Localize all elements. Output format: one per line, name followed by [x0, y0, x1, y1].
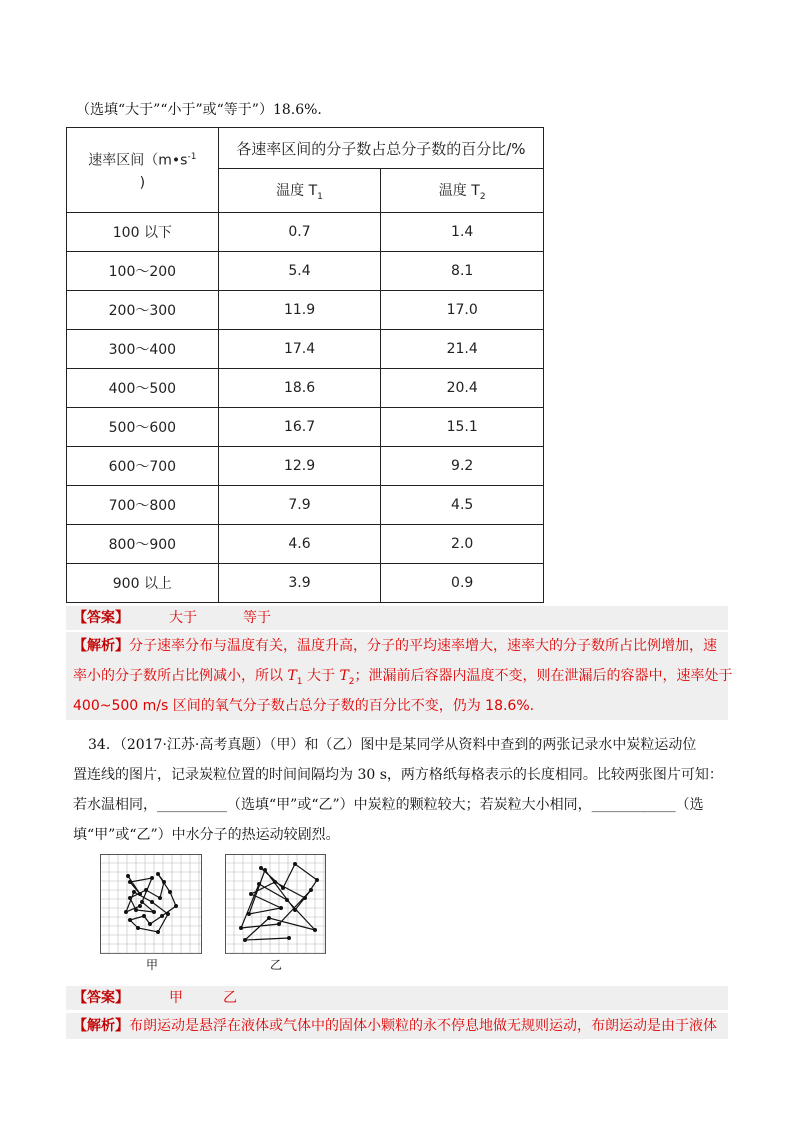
- speed-range-cell: 600～700: [67, 447, 219, 486]
- table-row: [67, 408, 544, 447]
- header-temperature-t2: 温度 $T_2$: [381, 169, 544, 213]
- answer-1-value-1: 大于: [169, 610, 197, 626]
- t1-percentage-cell: 11.9: [218, 291, 381, 330]
- speed-range-cell: 400～500: [67, 369, 219, 408]
- figure-yi-label: 乙: [269, 958, 282, 972]
- analysis-2-line-1: 【解析】布朗运动是悬浮在液体或气体中的固体小颗粒的永不停息地做无规则运动，布朗运动是由于液体: [73, 1018, 717, 1034]
- figure-yi-grid: [225, 854, 326, 954]
- speed-distribution-table: [66, 127, 544, 603]
- answer-2-value-2: 乙: [223, 990, 237, 1006]
- t1-percentage-cell: 16.7: [218, 408, 381, 447]
- question-34-line-4: 填“甲”或“乙”）中水分子的热运动较剧烈。: [73, 827, 340, 843]
- analysis-1-line-2: 率小的分子数所占比例减小，所以 $T_1$ 大于 $T_2$；泄漏前后容器内温度不变，则在泄漏后的容器中，速率处于: [73, 668, 733, 687]
- question-34-line-3: 若水温相同，__________（选填“甲”或“乙”）中炭粒的颗粒较大；若炭粒大小相同，____________（选: [73, 797, 704, 813]
- table-row: [67, 252, 544, 291]
- t1-percentage-cell: 4.6: [218, 525, 381, 564]
- t2-percentage-cell: 1.4: [381, 213, 544, 252]
- t1-percentage-cell: 3.9: [218, 564, 381, 603]
- speed-range-cell: 900 以上: [67, 564, 219, 603]
- answer-1: 【答案】 大于 等于: [73, 610, 271, 626]
- t2-percentage-cell: 21.4: [381, 330, 544, 369]
- speed-range-cell: 800～900: [67, 525, 219, 564]
- speed-range-cell: 100～200: [67, 252, 219, 291]
- t2-percentage-cell: 9.2: [381, 447, 544, 486]
- t1-percentage-cell: 12.9: [218, 447, 381, 486]
- t2-percentage-cell: 4.5: [381, 486, 544, 525]
- header-percentage: 各速率区间的分子数占总分子数的百分比/%: [218, 128, 543, 169]
- t2-percentage-cell: 20.4: [381, 369, 544, 408]
- header-temperature-t1: 温度 $T_1$: [218, 169, 381, 213]
- table-row: [67, 525, 544, 564]
- t1-percentage-cell: 0.7: [218, 213, 381, 252]
- table-row: [67, 486, 544, 525]
- t2-percentage-cell: 15.1: [381, 408, 544, 447]
- figure-jia-grid: [100, 854, 202, 954]
- table-row: [67, 291, 544, 330]
- answer-1-value-2: 等于: [243, 610, 271, 626]
- t2-percentage-cell: 0.9: [381, 564, 544, 603]
- intro-line: （选填“大于”“小于”或“等于”）18.6%.: [76, 102, 322, 118]
- t2-percentage-cell: 17.0: [381, 291, 544, 330]
- figure-jia-label: 甲: [145, 958, 158, 972]
- table-row: [67, 369, 544, 408]
- analysis-1-line-3: 400~500 m/s 区间的氧气分子数占总分子数的百分比不变，仍为 18.6%.: [73, 698, 535, 714]
- question-34-line-2: 置连线的图片，记录炭粒位置的时间间隔均为 30 s，两方格纸每格表示的长度相同。比较两张图片可知：: [73, 767, 723, 783]
- table-row: [67, 213, 544, 252]
- speed-range-cell: 700～800: [67, 486, 219, 525]
- header-speed-range: 速率区间（$m•s^{-1}$ ): [67, 128, 219, 213]
- table-row: [67, 330, 544, 369]
- t1-percentage-cell: 7.9: [218, 486, 381, 525]
- speed-range-cell: 300～400: [67, 330, 219, 369]
- t1-percentage-cell: 5.4: [218, 252, 381, 291]
- answer-2-value-1: 甲: [169, 990, 183, 1006]
- t1-percentage-cell: 17.4: [218, 330, 381, 369]
- question-34-line-1: 34．（2017·江苏·高考真题）（甲）和（乙）图中是某同学从资料中查到的两张记录水中炭粒运动位: [88, 737, 697, 753]
- table-row: [67, 447, 544, 486]
- speed-range-cell: 500～600: [67, 408, 219, 447]
- t2-percentage-cell: 2.0: [381, 525, 544, 564]
- table-row: [67, 564, 544, 603]
- analysis-1-line-1: 【解析】分子速率分布与温度有关，温度升高，分子的平均速率增大，速率大的分子数所占比例增加，速: [73, 638, 717, 654]
- answer-2: 【答案】 甲 乙: [73, 990, 237, 1006]
- t1-percentage-cell: 18.6: [218, 369, 381, 408]
- speed-range-cell: 100 以下: [67, 213, 219, 252]
- speed-range-cell: 200～300: [67, 291, 219, 330]
- t2-percentage-cell: 8.1: [381, 252, 544, 291]
